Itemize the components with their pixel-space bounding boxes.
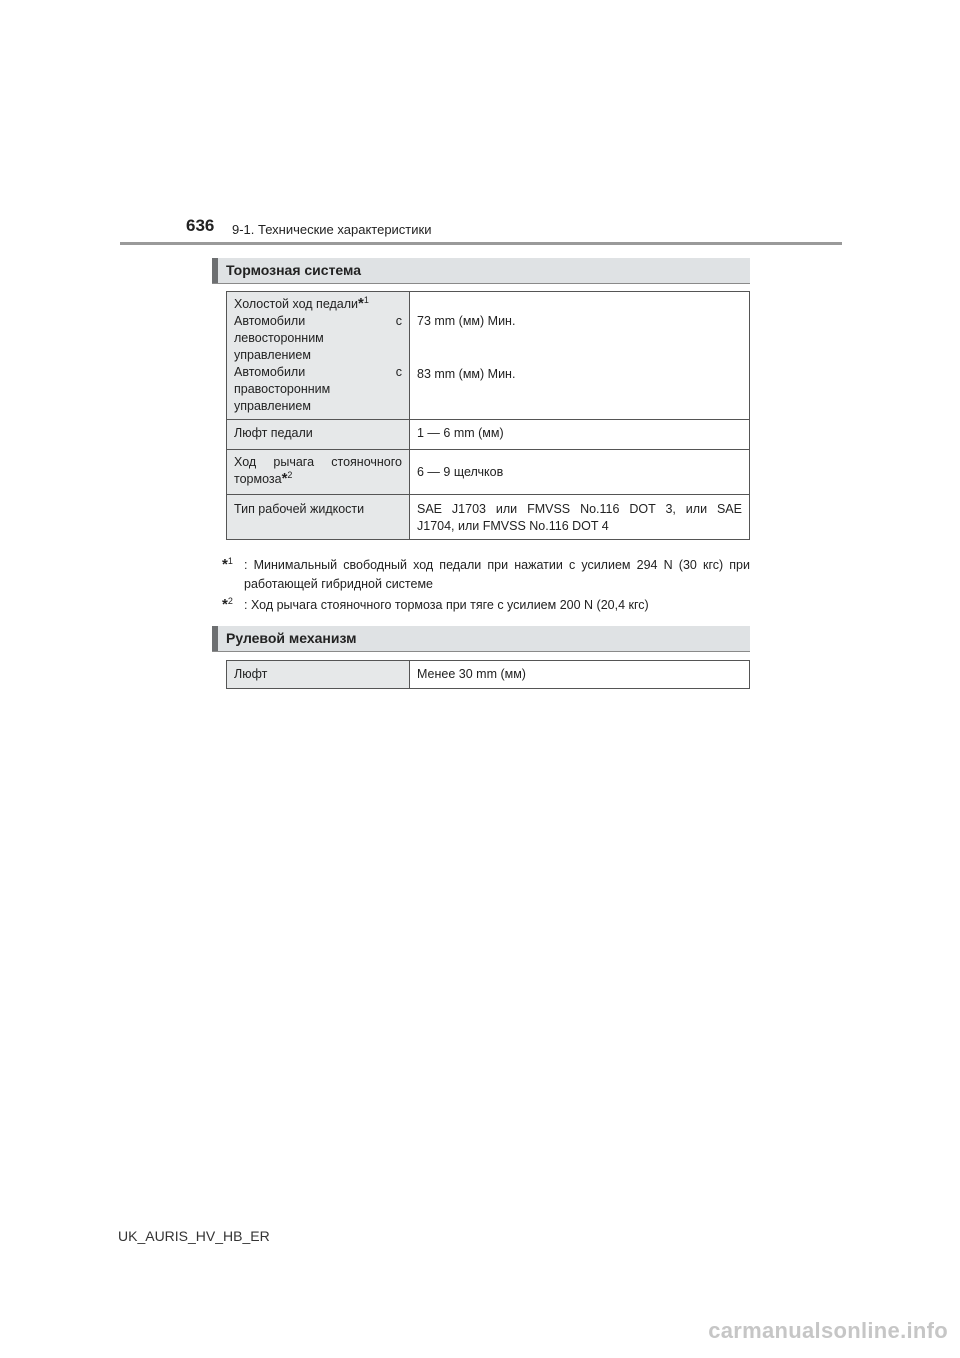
table-cell-value: 1 — 6 mm (мм)	[410, 420, 750, 450]
brake-spec-table	[226, 291, 750, 540]
section-title-steering: Рулевой механизм	[212, 626, 750, 651]
header-rule	[120, 242, 842, 245]
table-cell-label: Холостой ход педали*$^1$ Автомобили с левосторонним управлением Автомобили с правосторонним управлением	[227, 292, 410, 420]
section-divider	[212, 651, 750, 652]
table-row	[227, 661, 750, 689]
table-cell-label: Ход рычага стояночного тормоза*$^2$	[227, 450, 410, 495]
table-cell-label: Люфт педали	[227, 420, 410, 450]
section-divider	[212, 283, 750, 284]
table-cell-value: 6 — 9 щелчков	[410, 450, 750, 495]
table-cell-value: SAE J1703 или FMVSS No.116 DOT 3, или SAE J1704, или FMVSS No.116 DOT 4	[410, 495, 750, 540]
table-cell-label: Тип рабочей жидкости	[227, 495, 410, 540]
watermark: carmanualsonline.info	[708, 1318, 948, 1343]
table-cell-value: Менее 30 mm (мм)	[410, 661, 750, 689]
footnote-2: *$^2$ : Ход рычага стояночного тормоза при тяге с усилием 200 N (20,4 кгс)	[222, 595, 649, 613]
table-cell-label: Люфт	[227, 661, 410, 689]
steering-spec-table	[226, 660, 750, 689]
table-row	[227, 495, 750, 540]
table-row	[227, 292, 750, 420]
table-cell-value: 73 mm (мм) Мин. 83 mm (мм) Мин.	[410, 292, 750, 420]
page-number: 636	[186, 216, 215, 235]
page-header	[0, 0, 960, 250]
table-row	[227, 450, 750, 495]
document-code: UK_AURIS_HV_HB_ER	[118, 1228, 270, 1244]
footnote-1: *$^1$ : Минимальный свободный ход педали при нажатии с усилием 294 N (30 кгс) при работающей гибридной системе	[222, 555, 750, 591]
section-title-brakes: Тормозная система	[212, 258, 750, 283]
chapter-title: 9-1. Технические характеристики	[232, 222, 432, 237]
table-row	[227, 420, 750, 450]
